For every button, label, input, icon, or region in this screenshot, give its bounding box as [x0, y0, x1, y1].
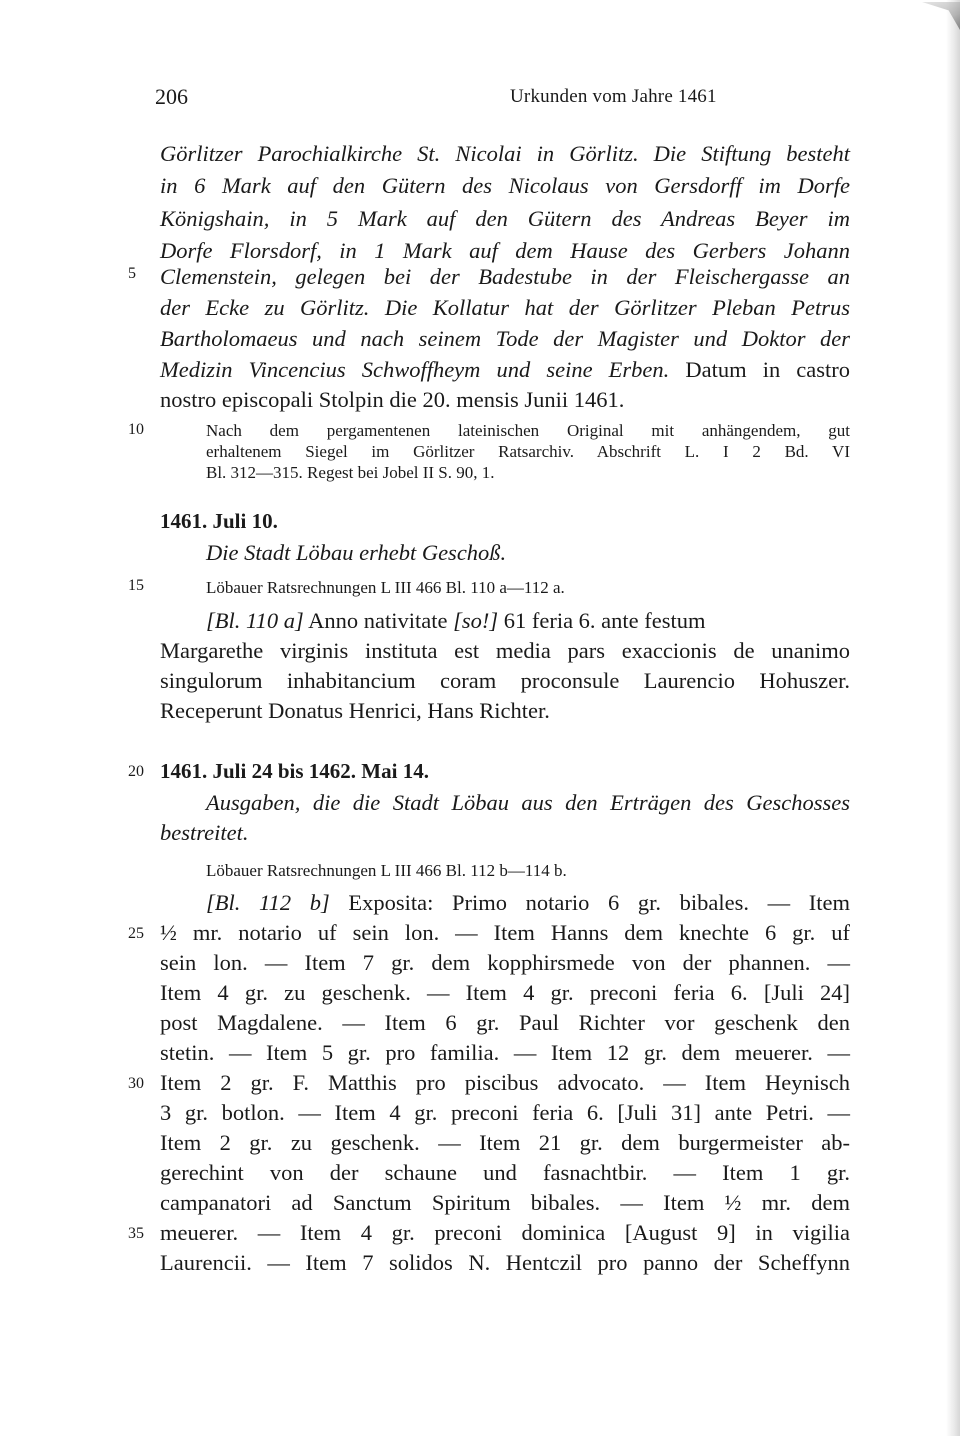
text-roman-part: Datum in castro — [669, 357, 851, 382]
text-line: in 6 Mark auf den Gütern des Nicolaus von Gersdorff im Dorfe — [160, 173, 850, 198]
line-number: 25 — [128, 925, 144, 942]
source-line: Löbauer Ratsrechnungen L III 466 Bl. 112 b—114 b. — [206, 861, 567, 880]
page-edge-shadow — [946, 0, 960, 1436]
text-line: Margarethe virginis instituta est media pars exaccionis de unanimo — [160, 638, 850, 663]
text-line: Königshain, in 5 Mark auf den Gütern des Andreas Beyer im — [160, 206, 850, 231]
text-line: meuerer. — Item 4 gr. preconi dominica [August 9] in vigilia — [160, 1220, 850, 1245]
text-line — [160, 355, 850, 385]
text-line: Laurencii. — Item 7 solidos N. Hentczil pro panno der Scheffynn — [160, 1250, 850, 1275]
text-line: Receperunt Donatus Henrici, Hans Richter. — [160, 698, 550, 723]
line-number: 5 — [128, 265, 136, 282]
folio-reference: [Bl. 112 b] — [206, 890, 330, 915]
text-part: Anno nativitate — [308, 608, 448, 633]
line-number: 15 — [128, 577, 144, 594]
source-line: Löbauer Ratsrechnungen L III 466 Bl. 110 a—112 a. — [206, 578, 565, 597]
text-line: Bartholomaeus und nach seinem Tode der Magister und Doktor der — [160, 326, 850, 351]
text-line — [160, 606, 896, 636]
document-date: 1461. Juli 10. — [160, 509, 278, 533]
text-line: sein lon. — Item 7 gr. dem kopphirsmede von der phannen. — — [160, 950, 850, 975]
text-line: Item 2 gr. F. Matthis pro piscibus advocato. — Item Heynisch — [160, 1070, 850, 1095]
text-line: singulorum inhabitancium coram proconsule Laurencio Hohuszer. — [160, 668, 850, 693]
text-line: gerechint von der schaune und fasnachtbir. — Item 1 gr. — [160, 1160, 850, 1185]
source-note-line: Nach dem pergamentenen lateinischen Original mit anhängendem, gut — [206, 421, 850, 440]
text-line — [160, 888, 850, 918]
text-line: ½ mr. notario uf sein lon. — Item Hanns dem knechte 6 gr. uf — [160, 920, 850, 945]
text-line: 3 gr. botlon. — Item 4 gr. preconi feria 6. [Juli 31] ante Petri. — — [160, 1100, 850, 1125]
line-number: 10 — [128, 421, 144, 438]
page-header — [155, 84, 845, 114]
document-title: bestreitet. — [160, 820, 249, 845]
text-line: campanatori ad Sanctum Spiritum bibales. — Item ½ mr. dem — [160, 1190, 850, 1215]
text-part: Exposita: Primo notario 6 gr. bibales. — Item — [348, 890, 850, 915]
line-number: 35 — [128, 1225, 144, 1242]
text-line: Item 4 gr. zu geschenk. — Item 4 gr. preconi feria 6. [Juli 24] — [160, 980, 850, 1005]
text-italic-part: Medizin Vincencius Schwoffheym und seine Erben. — [160, 357, 670, 382]
text-line: Görlitzer Parochialkirche St. Nicolai in Görlitz. Die Stiftung besteht — [160, 141, 850, 166]
text-line: Item 2 gr. zu geschenk. — Item 21 gr. dem burgermeister ab- — [160, 1130, 850, 1155]
line-number: 30 — [128, 1075, 144, 1092]
text-line: der Ecke zu Görlitz. Die Kollatur hat der Görlitzer Pleban Petrus — [160, 295, 850, 320]
document-title: Die Stadt Löbau erhebt Geschoß. — [206, 540, 507, 565]
source-note-line: Bl. 312—315. Regest bei Jobel II S. 90, 1. — [206, 463, 495, 482]
text-line: post Magdalene. — Item 6 gr. Paul Richter vor geschenk den — [160, 1010, 850, 1035]
text-line: stetin. — Item 5 gr. pro familia. — Item 12 gr. dem meuerer. — — [160, 1040, 850, 1065]
document-title: Ausgaben, die die Stadt Löbau aus den Erträgen des Geschosses — [206, 790, 850, 815]
document-date: 1461. Juli 24 bis 1462. Mai 14. — [160, 759, 429, 783]
page-number: 206 — [155, 84, 188, 109]
text-line: Clemenstein, gelegen bei der Badestube in der Fleischergasse an — [160, 264, 850, 289]
running-title: Urkunden vom Jahre 1461 — [510, 86, 717, 107]
text-line: nostro episcopali Stolpin die 20. mensis Junii 1461. — [160, 387, 625, 412]
editorial-note: [so!] — [453, 608, 499, 633]
line-number: 20 — [128, 763, 144, 780]
text-part: 61 feria 6. ante festum — [503, 608, 706, 633]
text-line: Dorfe Florsdorf, in 1 Mark auf dem Hause des Gerbers Johann — [160, 238, 850, 263]
source-note-line: erhaltenem Siegel im Görlitzer Ratsarchiv. Abschrift L. I 2 Bd. VI — [206, 442, 850, 461]
folio-reference: [Bl. 110 a] — [206, 608, 304, 633]
